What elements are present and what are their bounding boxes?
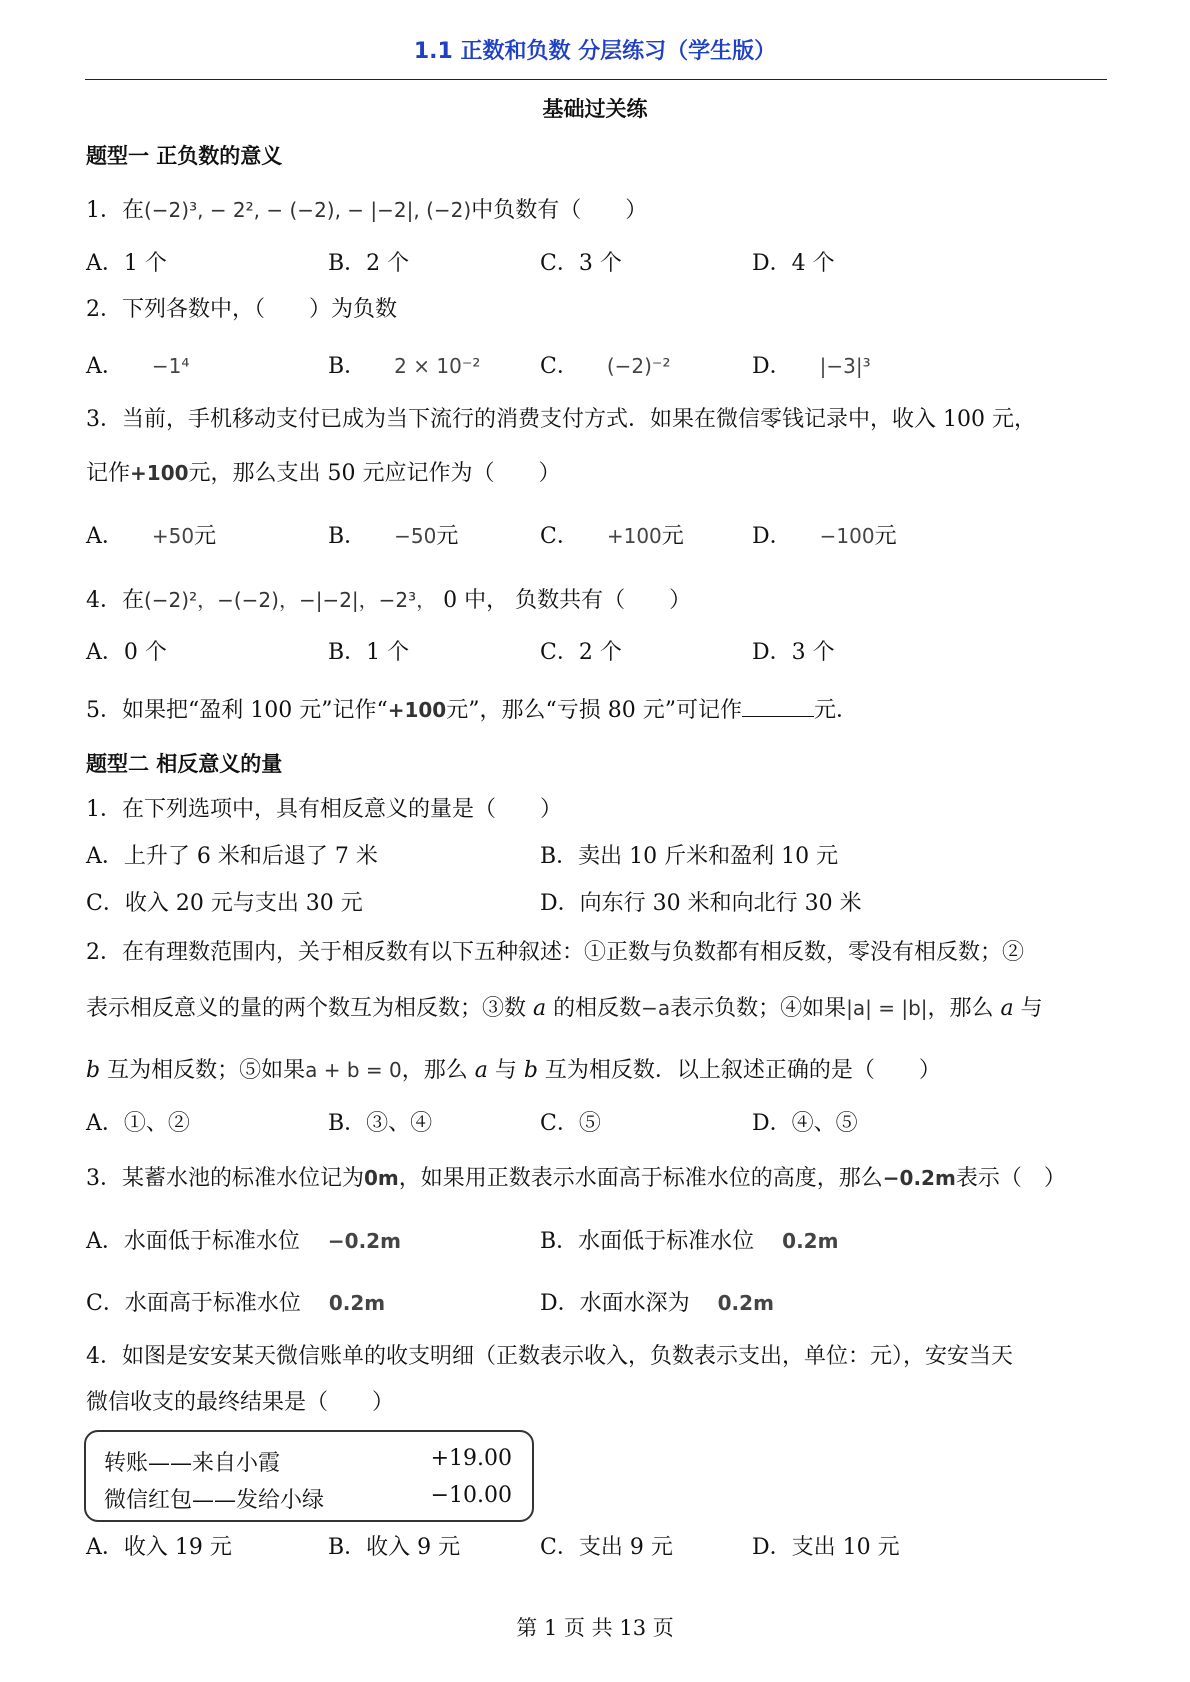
p1-q1-stem <box>86 195 647 226</box>
p2-q2-l2b: a <box>533 996 547 1021</box>
p1-q1-option-c[interactable]: C．3 个 <box>540 251 622 276</box>
p1-q2-label-a: A． <box>86 354 124 379</box>
p2-q3-mid: ，如果用正数表示水面高于标准水位的高度，那么 <box>398 1166 883 1191</box>
p1-q5-answer-blank[interactable] <box>742 694 814 717</box>
p2-q2-l2a: 表示相反意义的量的两个数互为相反数；③数 <box>86 996 533 1021</box>
p2-q1-option-c[interactable]: C．收入 20 元与支出 30 元 <box>86 891 363 916</box>
p1-q3-unit-a: 元 <box>194 524 217 549</box>
part1-heading: 题型一 正负数的意义 <box>86 144 283 168</box>
document-title: 1.1 正数和负数 分层练习（学生版） <box>413 39 777 64</box>
p2-q2-l2g: 与 <box>1013 996 1043 1021</box>
p2-q2-line1: 2．在有理数范围内，关于相反数有以下五种叙述：①正数与负数都有相反数，零没有相反数；② <box>86 940 1025 965</box>
p1-q3-math-a: +50 <box>151 524 195 548</box>
p2-q3-b-text: B．水面低于标准水位 <box>540 1229 755 1254</box>
p1-q5-mid: 元”，那么“亏损 80 元”可记作 <box>446 698 742 723</box>
p1-q3-option-c[interactable] <box>540 521 684 552</box>
p2-q3-option-b[interactable] <box>540 1226 838 1257</box>
p2-q2-l3d: a <box>474 1058 488 1083</box>
p1-q4-option-b[interactable]: B．1 个 <box>328 640 410 665</box>
p2-q2-l3e: 与 <box>487 1058 524 1083</box>
bill-amount-1: +19.00 <box>430 1446 512 1471</box>
header-rule <box>85 79 1107 80</box>
p1-q1-prefix: 1．在 <box>86 198 144 223</box>
p2-q3-post: 表示（ ） <box>955 1166 1066 1191</box>
p1-q1-option-b[interactable]: B．2 个 <box>328 251 410 276</box>
wechat-bill-box <box>84 1430 534 1522</box>
p1-q3-math-c: +100 <box>606 524 662 548</box>
p1-q3-option-a[interactable] <box>86 521 216 552</box>
p1-q3-label-d: D． <box>752 524 792 549</box>
p2-q2-l2d: 表示负数；④如果 <box>670 996 847 1021</box>
p1-q4-prefix: 4．在 <box>86 588 144 613</box>
p1-q3-post: 元，那么支出 50 元应记作为（ ） <box>188 461 561 486</box>
p2-q2-option-a[interactable]: A．①、② <box>86 1111 190 1136</box>
p2-q3-a-math: −0.2m <box>327 1229 401 1253</box>
p1-q3-unit-d: 元 <box>874 524 897 549</box>
p1-q5-post: 元． <box>813 698 858 723</box>
p2-q4-line2: 微信收支的最终结果是（ ） <box>86 1390 395 1415</box>
p2-q2-l2e: ，那么 <box>927 996 1001 1021</box>
p2-q3-option-c[interactable] <box>86 1288 385 1319</box>
p1-q3-math-b: −50 <box>394 524 437 548</box>
p2-q3-pre: 3．某蓄水池的标准水位记为 <box>86 1166 364 1191</box>
p1-q2-math-a: −1⁴ <box>151 354 190 378</box>
p2-q2-l3f: b <box>523 1058 538 1083</box>
p1-q1-option-d[interactable]: D．4 个 <box>752 251 835 276</box>
p1-q1-expr: (−2)³, − 2², − (−2), − |−2|, (−2) <box>144 198 472 222</box>
p2-q3-stem <box>86 1163 1066 1194</box>
p1-q4-expr: (−2)²，−(−2)，−|−2|，−2³， <box>144 588 437 612</box>
bill-label-2: 微信红包——发给小绿 <box>104 1488 325 1513</box>
p1-q3-unit-b: 元 <box>436 524 459 549</box>
p2-q4-option-d[interactable]: D．支出 10 元 <box>752 1535 900 1560</box>
p1-q2-option-d[interactable] <box>752 351 871 382</box>
p2-q3-a-text: A．水面低于标准水位 <box>86 1229 300 1254</box>
p2-q2-l2m2: |a| = |b| <box>846 996 928 1020</box>
p1-q2-label-c: C． <box>540 354 579 379</box>
p1-q2-option-b[interactable] <box>328 351 480 382</box>
p2-q2-l3c: ，那么 <box>401 1058 475 1083</box>
p2-q3-option-a[interactable] <box>86 1226 401 1257</box>
part2-heading: 题型二 相反意义的量 <box>86 752 283 776</box>
p1-q2-stem: 2．下列各数中，（ ）为负数 <box>86 297 397 322</box>
p2-q2-l2f: a <box>1000 996 1014 1021</box>
p1-q2-label-b: B． <box>328 354 367 379</box>
p2-q2-line3 <box>86 1055 941 1086</box>
p2-q1-option-d[interactable]: D．向东行 30 米和向北行 30 米 <box>540 891 862 916</box>
p2-q4-line1: 4．如图是安安某天微信账单的收支明细（正数表示收入，负数表示支出，单位：元），安安当天 <box>86 1344 1014 1369</box>
p2-q4-option-b[interactable]: B．收入 9 元 <box>328 1535 461 1560</box>
p1-q3-option-d[interactable] <box>752 521 897 552</box>
p2-q4-option-a[interactable]: A．收入 19 元 <box>86 1535 232 1560</box>
p1-q4-stem <box>86 585 691 616</box>
p1-q3-unit-c: 元 <box>661 524 684 549</box>
p2-q2-l3m: a + b = 0 <box>305 1058 402 1082</box>
p2-q3-m2: −0.2m <box>882 1166 956 1190</box>
p1-q4-suffix: 0 中， 负数共有（ ） <box>436 588 692 613</box>
p1-q2-math-b: 2 × 10⁻² <box>394 354 481 378</box>
p1-q2-option-c[interactable] <box>540 351 671 382</box>
p2-q3-d-math: 0.2m <box>717 1291 774 1315</box>
p1-q4-option-d[interactable]: D．3 个 <box>752 640 835 665</box>
p2-q1-stem: 1．在下列选项中，具有相反意义的量是（ ） <box>86 797 562 822</box>
p1-q5-math: +100 <box>387 698 447 722</box>
page-footer: 第 1 页 共 13 页 <box>516 1616 674 1640</box>
p2-q2-l2c: 的相反数 <box>546 996 642 1021</box>
p2-q3-option-d[interactable] <box>540 1288 774 1319</box>
p1-q3-line1: 3．当前，手机移动支付已成为当下流行的消费支付方式．如果在微信零钱记录中，收入 100 元， <box>86 407 1036 432</box>
p1-q3-option-b[interactable] <box>328 521 458 552</box>
p1-q1-option-a[interactable]: A．1 个 <box>86 251 167 276</box>
p2-q2-line2 <box>86 993 1043 1024</box>
p1-q3-pre: 记作 <box>86 461 131 486</box>
p2-q2-l2m1: −a <box>641 996 671 1020</box>
p2-q3-d-text: D．水面水深为 <box>540 1291 690 1316</box>
p2-q4-option-c[interactable]: C．支出 9 元 <box>540 1535 673 1560</box>
section-title: 基础过关练 <box>542 97 648 121</box>
bill-label-1: 转账——来自小霞 <box>104 1451 281 1476</box>
p2-q2-l3g: 互为相反数．以上叙述正确的是（ ） <box>537 1058 941 1083</box>
p1-q2-label-d: D． <box>752 354 792 379</box>
p2-q3-c-math: 0.2m <box>328 1291 386 1315</box>
p1-q3-label-b: B． <box>328 524 367 549</box>
p2-q2-l3b: 互为相反数；⑤如果 <box>100 1058 306 1083</box>
p1-q4-option-a[interactable]: A．0 个 <box>86 640 167 665</box>
bill-amount-2: −10.00 <box>430 1483 512 1508</box>
p1-q2-math-c: (−2)⁻² <box>606 354 671 378</box>
p2-q1-option-a[interactable]: A．上升了 6 米和后退了 7 米 <box>86 844 378 869</box>
p2-q1-option-b[interactable]: B．卖出 10 斤米和盈利 10 元 <box>540 844 839 869</box>
p1-q5-pre: 5．如果把“盈利 100 元”记作“ <box>86 698 388 723</box>
p1-q1-suffix: 中负数有（ ） <box>471 198 648 223</box>
p1-q2-option-a[interactable] <box>86 351 189 382</box>
p2-q3-m1: 0m <box>364 1166 399 1190</box>
p1-q3-math-d: −100 <box>819 524 875 548</box>
p2-q2-l3a: b <box>86 1058 101 1083</box>
p2-q2-option-c[interactable]: C．⑤ <box>540 1111 601 1136</box>
p1-q5-stem <box>86 694 858 726</box>
p2-q3-b-math: 0.2m <box>782 1229 839 1253</box>
p2-q3-c-text: C．水面高于标准水位 <box>86 1291 301 1316</box>
p2-q2-option-b[interactable]: B．③、④ <box>328 1111 433 1136</box>
p1-q3-label-a: A． <box>86 524 124 549</box>
p1-q4-option-c[interactable]: C．2 个 <box>540 640 622 665</box>
p2-q2-option-d[interactable]: D．④、⑤ <box>752 1111 858 1136</box>
p1-q3-math: +100 <box>130 461 189 485</box>
p1-q3-label-c: C． <box>540 524 579 549</box>
p1-q3-line2 <box>86 458 561 489</box>
p1-q2-math-d: |−3|³ <box>819 354 871 378</box>
